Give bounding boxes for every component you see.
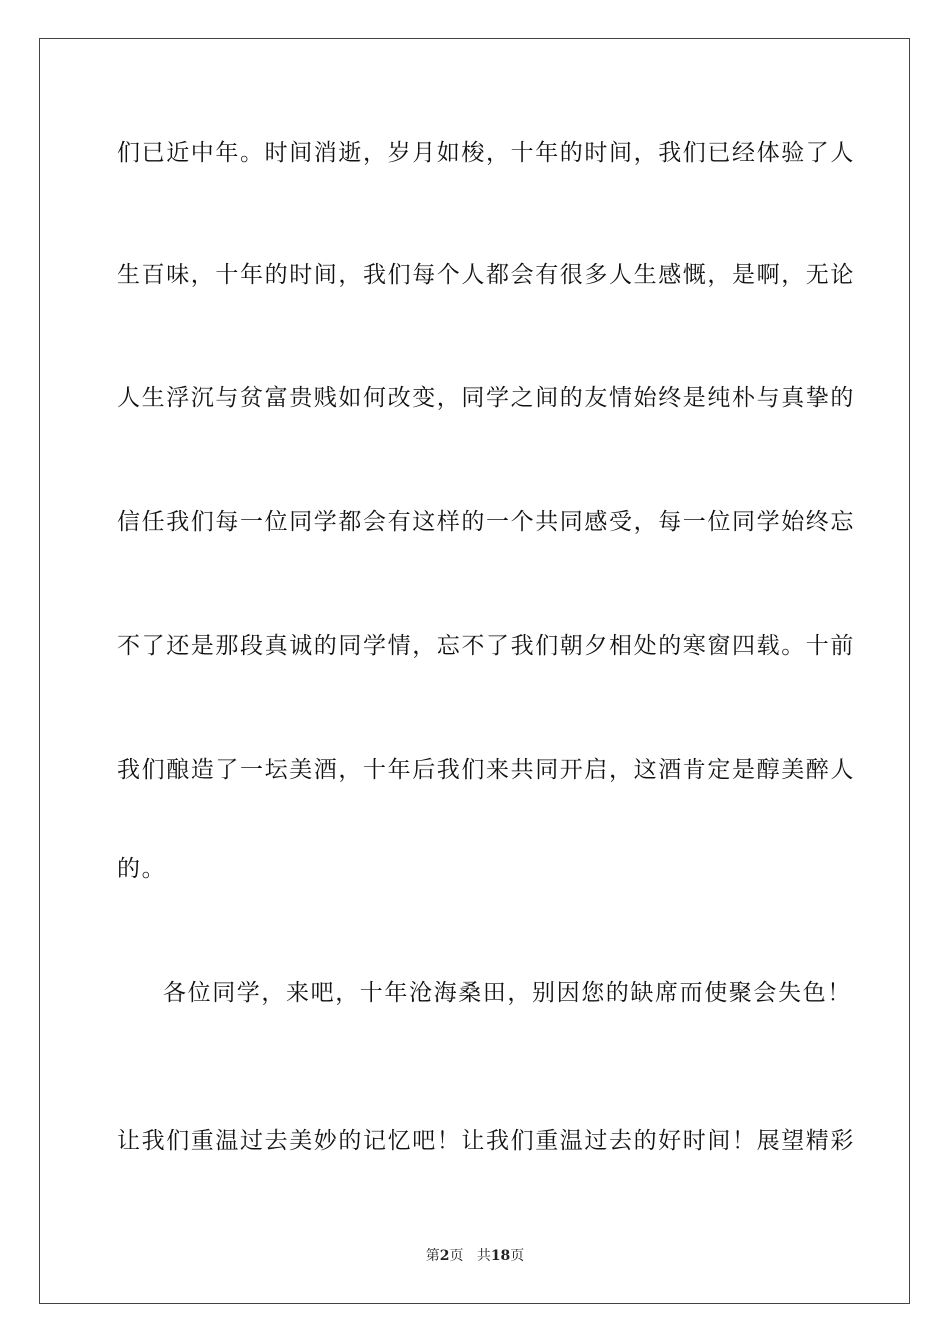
paragraph-indented-line: 各位同学，来吧，十年沧海桑田，别因您的缺席而使聚会失色！ [163, 980, 852, 1006]
body-line-3: 人生浮沉与贫富贵贱如何改变，同学之间的友情始终是纯朴与真挚的 [117, 385, 855, 411]
total-label-suffix: 页 [510, 1248, 525, 1264]
page-footer [0, 1246, 950, 1266]
body-line-5: 不了还是那段真诚的同学情，忘不了我们朝夕相处的寒窗四载。十前 [117, 633, 855, 659]
total-label-prefix: 共 [476, 1248, 491, 1264]
page-label-suffix: 页 [449, 1248, 464, 1264]
body-line-9: 让我们重温过去美妙的记忆吧！让我们重温过去的好时间！展望精彩 [117, 1128, 855, 1154]
page-label-prefix: 第 [425, 1248, 440, 1264]
page-number: 2 [439, 1248, 450, 1264]
body-line-1: 们已近中年。时间消逝，岁月如梭，十年的时间，我们已经体验了人 [117, 140, 855, 166]
body-line-6: 我们酿造了一坛美酒，十年后我们来共同开启，这酒肯定是醇美醉人 [117, 757, 855, 783]
body-line-4: 信任我们每一位同学都会有这样的一个共同感受，每一位同学始终忘 [117, 509, 855, 535]
total-pages: 18 [490, 1248, 511, 1264]
body-line-7: 的。 [117, 856, 167, 882]
body-line-2: 生百味，十年的时间，我们每个人都会有很多人生感慨，是啊，无论 [117, 262, 855, 288]
page-frame [39, 38, 910, 1304]
